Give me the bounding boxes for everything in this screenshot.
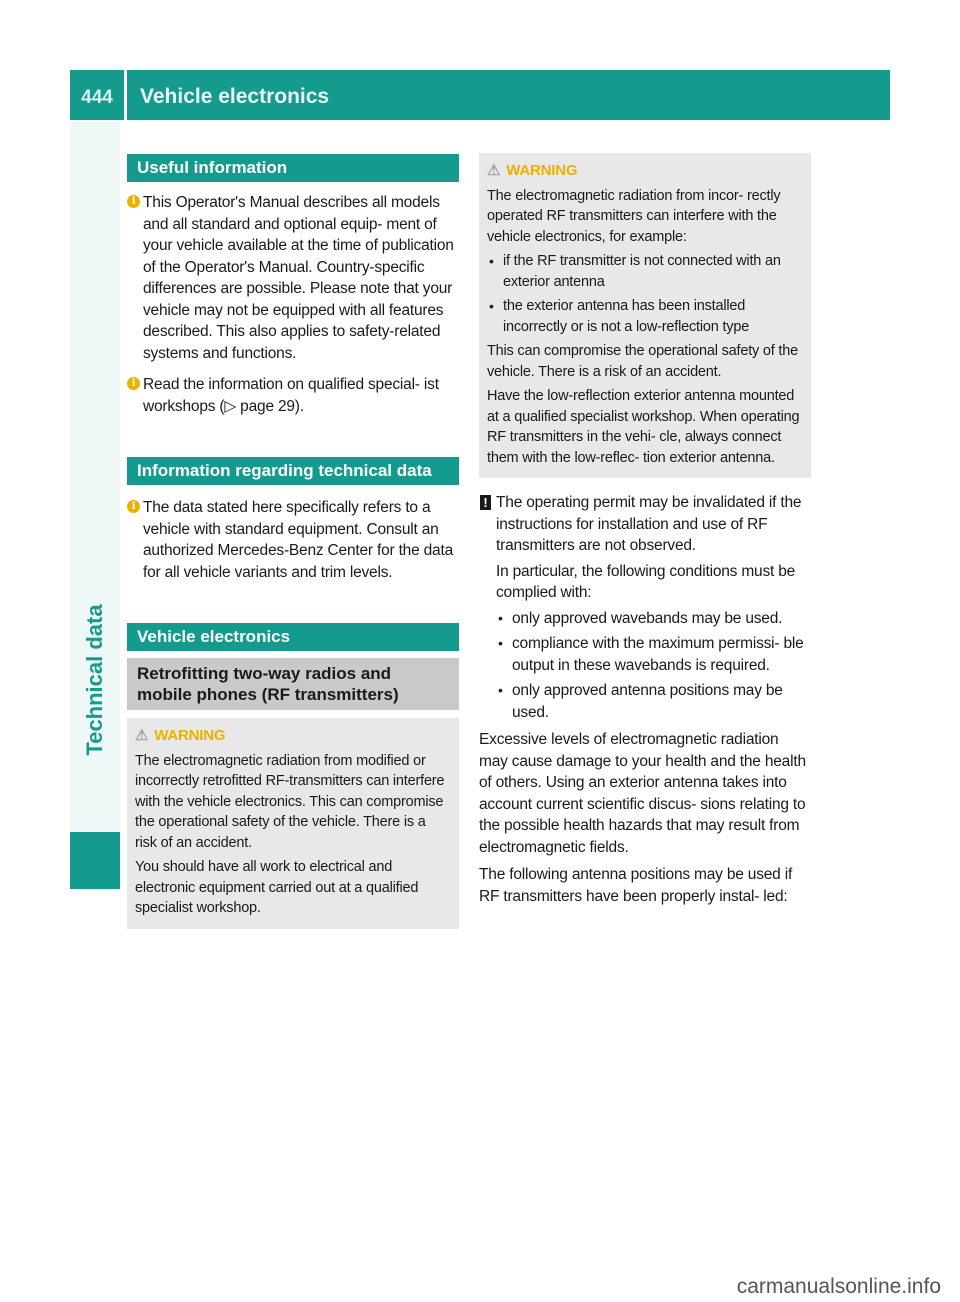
note-bullet: • compliance with the maximum permissi- ble output in these wavebands is required. bbox=[496, 633, 811, 676]
side-label-text: Technical data bbox=[82, 604, 107, 756]
left-column bbox=[127, 154, 459, 929]
info-paragraph bbox=[127, 497, 459, 583]
note-text: In particular, the following conditions must be complied with: bbox=[496, 562, 796, 601]
body-paragraph: The following antenna positions may be used if RF transmitters have been properly instal- led: bbox=[479, 866, 793, 905]
warning-text: The electromagnetic radiation from incor- rectly operated RF transmitters can interfere with the vehicle electronics, for example: bbox=[487, 187, 781, 245]
warning-label: WARNING bbox=[154, 727, 226, 744]
warning-text: This can compromise the operational safety of the vehicle. There is a risk of an accident. bbox=[487, 343, 798, 380]
info-paragraph bbox=[127, 374, 459, 417]
section-heading-technical-data: Information regarding technical data bbox=[127, 457, 459, 485]
note-block bbox=[479, 492, 811, 723]
info-icon: i bbox=[127, 195, 140, 208]
side-label bbox=[70, 600, 120, 760]
info-text: The data stated here specifically refers to a vehicle with standard equipment. Consult an authorized Mercedes-Benz Center for the data for all vehicle variants and trim levels. bbox=[143, 499, 453, 581]
warning-icon: ⚠ bbox=[135, 727, 149, 744]
info-text: Read the information on qualified special- ist workshops (▷ page 29). bbox=[143, 376, 439, 415]
exclamation-icon: ! bbox=[480, 495, 491, 510]
warning-text: You should have all work to electrical and electronic equipment carried out at a qualified specialist workshop. bbox=[135, 859, 419, 916]
warning-title bbox=[487, 161, 801, 182]
page-number: 444 bbox=[81, 87, 113, 108]
subsection-heading-retrofitting: Retrofitting two-way radios and mobile phones (RF transmitters) bbox=[127, 658, 459, 710]
warning-icon: ⚠ bbox=[487, 162, 501, 179]
side-tab-marker bbox=[70, 832, 120, 889]
side-tab bbox=[70, 122, 120, 889]
warning-title bbox=[135, 726, 449, 747]
page-header bbox=[70, 70, 890, 120]
warning-box bbox=[479, 153, 811, 478]
watermark: carmanualsonline.info bbox=[736, 1275, 941, 1298]
body-paragraph: Excessive levels of electromagnetic radiation may cause damage to your health and the health of others. Using an exterior antenna takes into account current scientific discus- sions relating to the possible health hazards that may result from electromagnetic fields. bbox=[479, 731, 806, 856]
info-icon: i bbox=[127, 377, 140, 390]
note-text: The operating permit may be invalidated if the instructions for installation and use of RF transmitters are not observed. bbox=[496, 494, 802, 554]
warning-box bbox=[127, 718, 459, 929]
warning-text: Have the low-reflection exterior antenna mounted at a qualified specialist workshop. When operating RF transmitters in the vehi- cle, always connect them with the low-reflec- tion exterior antenna. bbox=[487, 388, 800, 466]
warning-bullet: • if the RF transmitter is not connected with an exterior antenna bbox=[487, 251, 801, 292]
right-column bbox=[479, 153, 811, 907]
page-title: Vehicle electronics bbox=[140, 85, 330, 108]
section-heading-vehicle-electronics: Vehicle electronics bbox=[127, 623, 459, 651]
note-bullet: • only approved wavebands may be used. bbox=[496, 608, 811, 630]
warning-label: WARNING bbox=[506, 162, 578, 179]
section-heading-useful-information: Useful information bbox=[127, 154, 459, 182]
info-icon: i bbox=[127, 500, 140, 513]
info-text: This Operator's Manual describes all models and all standard and optional equip- ment of your vehicle available at the time of publication of the Operator's Manual. Country-specific differences are possible. Please note that your vehicle may not be equipped with all features described. This also applies to safety-related systems and functions. bbox=[143, 194, 454, 362]
warning-bullet: • the exterior antenna has been installed incorrectly or is not a low-reflection type bbox=[487, 296, 801, 337]
warning-text: The electromagnetic radiation from modified or incorrectly retrofitted RF-transmitters can interfere with the vehicle electronics. This can compromise the operational safety of the vehicle. There is a risk of an accident. bbox=[135, 752, 445, 851]
info-paragraph bbox=[127, 192, 459, 364]
note-bullet: • only approved antenna positions may be used. bbox=[496, 680, 811, 723]
